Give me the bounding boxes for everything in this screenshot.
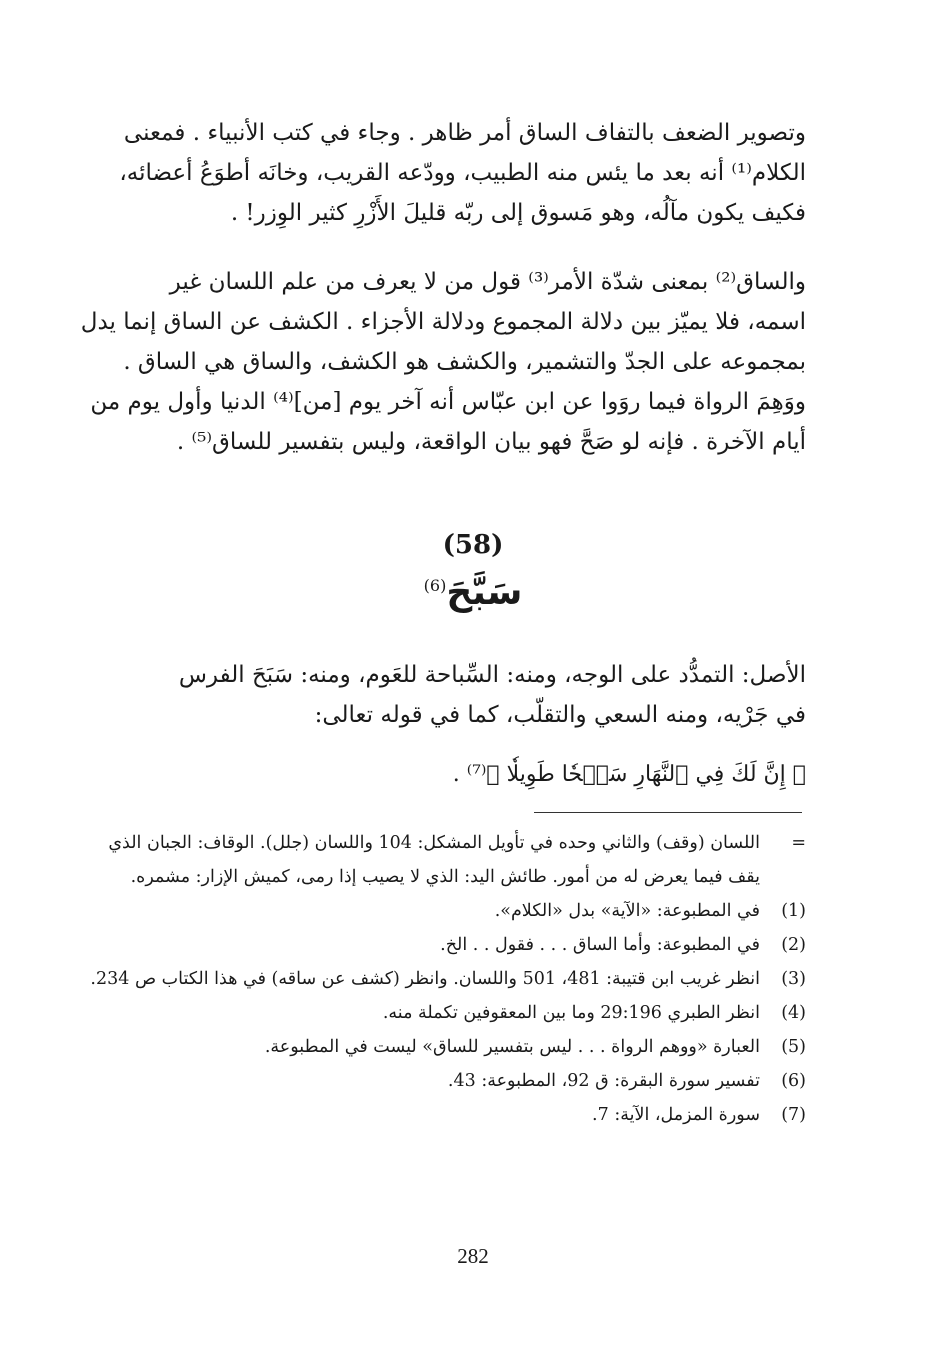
footnotes (78, 826, 806, 1132)
footnote-text: تفسير سورة البقرة: ق 92، المطبوعة: 43. (447, 1071, 760, 1091)
footnote-4 (78, 996, 806, 1030)
entry-title-footnote-ref: (6) (423, 576, 447, 595)
footnote-number: (4) (781, 1003, 806, 1023)
footnote-continuation (78, 826, 806, 894)
quran-verse: ﴿ إِنَّ لَكَ فِي ٱلنَّهَارِ سَبۡحٗا طَوِيلٗا ﴾⁽⁷⁾ . (452, 762, 806, 787)
footnote-text: اللسان (وقف) والثاني وحده في تأويل المشكل: 104 واللسان (جلل). الوقاف: الجبان الذي يقف فيما يعرض له من أمور. طائش اليد: الذي لا يصيب إذا رمى، كميش الإزار: مشمره. (108, 833, 760, 887)
footnote-text: في المطبوعة: «الآية» بدل «الكلام». (494, 901, 760, 921)
continuation-mark: = (791, 833, 806, 853)
footnote-text: انظر غريب ابن قتيبة: 481، 501 واللسان. وانظر (كشف عن ساقه) في هذا الكتاب ص 234. (90, 969, 760, 989)
footnote-number: (7) (781, 1105, 806, 1125)
paragraph-3 (78, 655, 806, 735)
footnote-number: (1) (781, 901, 806, 921)
paragraph-line: أيام الآخرة . فإنه لو صَحَّ فهو بيان الواقعة، وليس بتفسير للساق⁽⁵⁾ . (176, 429, 806, 455)
footnote-text: العبارة «ووهم الرواة . . . ليس بتفسير للساق» ليست في المطبوعة. (264, 1037, 760, 1057)
page-number: 282 (457, 1244, 489, 1268)
footnote-3 (78, 962, 806, 996)
paragraph-1 (78, 113, 806, 233)
footnote-1 (78, 894, 806, 928)
footnote-text: في المطبوعة: وأما الساق . . . فقول . . الخ. (440, 935, 760, 955)
paragraph-2 (78, 262, 806, 462)
paragraph-line: في جَرْيه، ومنه السعي والتقلّب، كما في قوله تعالى: (314, 702, 806, 728)
paragraph-line: فكيف يكون مآلُه، وهو مَسوق إلى ربّه قليلَ الأَزْرِ كثير الوِزر! . (230, 200, 806, 226)
paragraph-line: والساق⁽²⁾ بمعنى شدّة الأمر⁽³⁾ قول من لا يعرف من علم اللسان غير (169, 269, 806, 295)
footnote-number: (5) (781, 1037, 806, 1057)
footnote-6 (78, 1064, 806, 1098)
footnote-number: (2) (781, 935, 806, 955)
footnote-text: سورة المزمل، الآية: 7. (592, 1105, 760, 1125)
footnote-text: انظر الطبري 29:196 وما بين المعقوفين تكملة منه. (382, 1003, 760, 1023)
footnote-5 (78, 1030, 806, 1064)
entry-title-word: سَبَّحَ (446, 572, 523, 613)
paragraph-line: الأصل: التمدُّد على الوجه، ومنه: السِّباحة للعَوم، ومنه: سَبَحَ الفرس (178, 662, 806, 688)
entry-number: (58) (442, 530, 504, 560)
entry-title (0, 572, 946, 613)
footnote-7 (78, 1098, 806, 1132)
paragraph-line: وتصوير الضعف بالتفاف الساق أمر ظاهر . وجاء في كتب الأنبياء . فمعنى (123, 120, 806, 146)
footnote-number: (6) (781, 1071, 806, 1091)
footnote-separator (534, 812, 802, 813)
footnote-2 (78, 928, 806, 962)
paragraph-line: بمجموعه على الجدّ والتشمير، والكشف هو الكشف، والساق هي الساق . (123, 349, 806, 375)
paragraph-line: اسمه، فلا يميّز بين دلالة المجموع ودلالة الأجزاء . الكشف عن الساق إنما يدل (80, 309, 806, 335)
paragraph-line: الكلام⁽¹⁾ أنه بعد ما يئس منه الطبيب، وودّعه القريب، وخانَه أطوَعُ أعضائه، (119, 160, 806, 186)
paragraph-line: ووَهِمَ الرواة فيما روَوا عن ابن عبّاس أنه آخر يوم [من]⁽⁴⁾ الدنيا وأول يوم من (90, 389, 806, 415)
footnote-number: (3) (781, 969, 806, 989)
